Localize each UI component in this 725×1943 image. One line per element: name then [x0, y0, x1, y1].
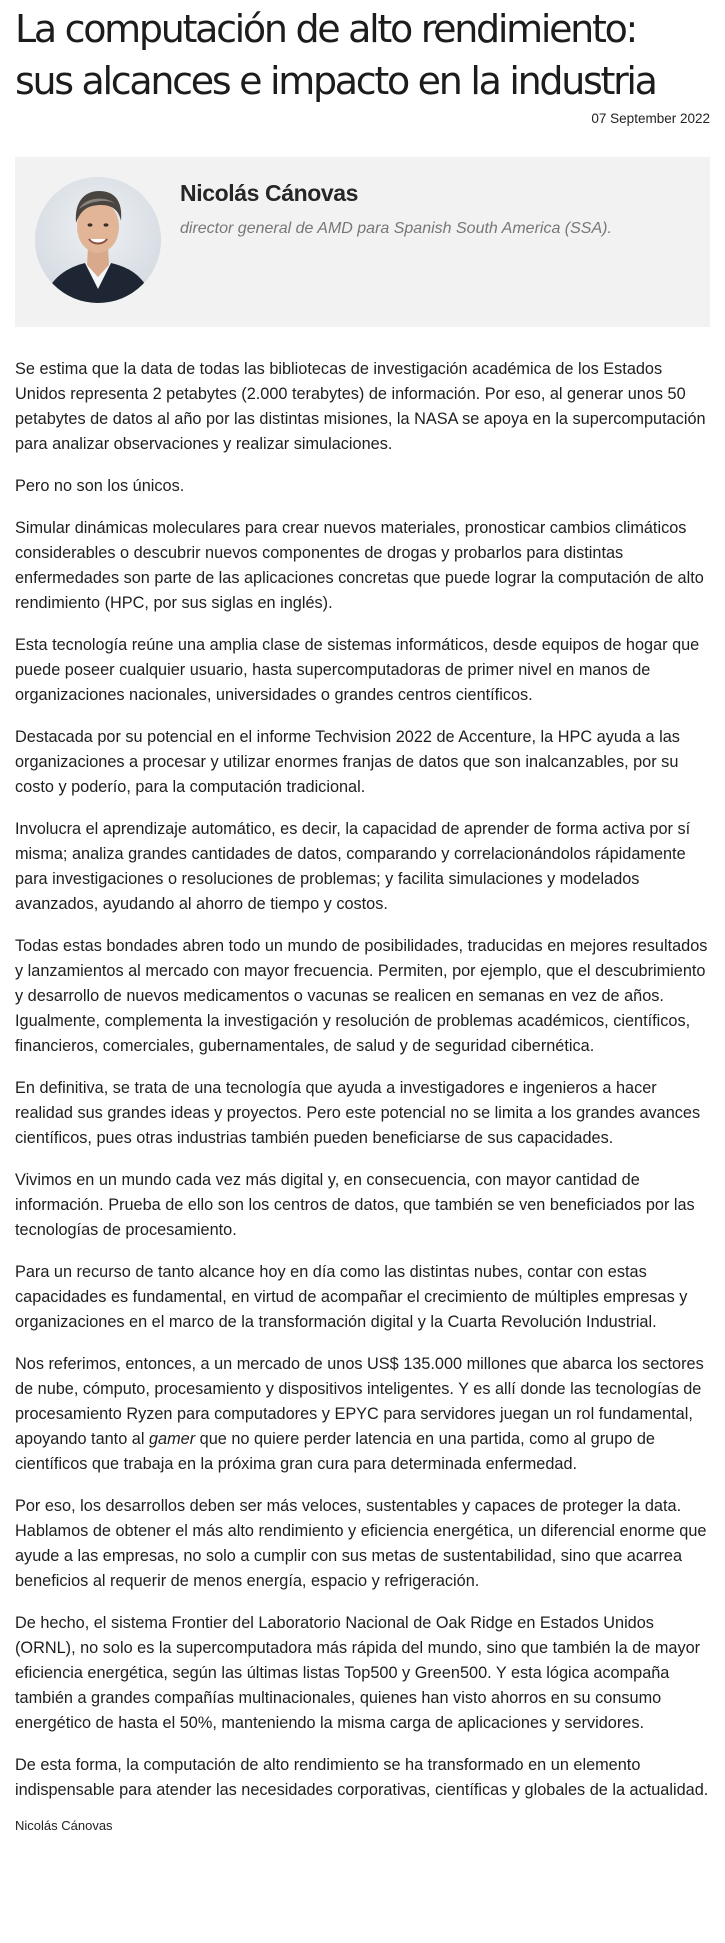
paragraph: En definitiva, se trata de una tecnología que ayuda a investigadores e ingenieros a hacer realidad sus grandes ideas y proyectos. Pero este potencial no se limita a los grandes avances científicos, pues otras industrias también pueden beneficiarse de sus capacidades.	[15, 1079, 701, 1147]
paragraph	[15, 1352, 710, 1477]
paragraph: Por eso, los desarrollos deben ser más veloces, sustentables y capaces de proteger la data. Hablamos de obtener el más alto rendimiento y eficiencia energética, un diferencial enorme que ayude a las empresas, no solo a cumplir con sus metas de sustentabilidad, sino que acarrea beneficios al requerir de menos energía, espacio y refrigeración.	[15, 1497, 707, 1590]
article-title-line-1: La computación de alto rendimiento:	[15, 7, 637, 51]
paragraph: Para un recurso de tanto alcance hoy en día como las distintas nubes, contar con estas capacidades es fundamental, en virtud de acompañar el crecimiento de múltiples empresas y organizaciones en el marco de la transformación digital y la Cuarta Revolución Industrial.	[15, 1263, 688, 1331]
paragraph: Esta tecnología reúne una amplia clase de sistemas informáticos, desde equipos de hogar que puede poseer cualquier usuario, hasta supercomputadoras de primer nivel en manos de organizaciones nacionales, universidades o grandes centros científicos.	[15, 636, 700, 704]
paragraph: Destacada por su potencial en el informe Techvision 2022 de Accenture, la HPC ayuda a las organizaciones a procesar y utilizar enormes franjas de datos que son inalcanzables, por su costo y poderío, para la computación tradicional.	[15, 728, 680, 796]
author-avatar	[35, 177, 161, 303]
author-role: director general de AMD para Spanish South America (SSA).	[180, 220, 612, 237]
paragraph: De esta forma, la computación de alto rendimiento se ha transformado en un elemento indispensable para atender las necesidades corporativas, científicas y globales de la actualidad.	[15, 1756, 709, 1799]
article-signature: Nicolás Cánovas	[15, 1818, 113, 1833]
person-portrait-icon	[35, 177, 161, 303]
paragraph: De hecho, el sistema Frontier del Laboratorio Nacional de Oak Ridge en Estados Unidos (ORNL), no solo es la supercomputadora más rápida del mundo, sino que también la de mayor eficiencia energética, según las últimas listas Top500 y Green500. Y esta lógica acompaña también a grandes compañías multinacionales, quienes han visto ahorros en su consumo energético de hasta el 50%, manteniendo la misma carga de aplicaciones y servidores.	[15, 1614, 701, 1732]
paragraph: Se estima que la data de todas las bibliotecas de investigación académica de los Estados Unidos representa 2 petabytes (2.000 terabytes) de información. Por eso, al generar unos 50 petabytes de datos al año por las distintas misiones, la NASA se apoya en la supercomputación para analizar observaciones y realizar simulaciones.	[15, 360, 706, 453]
paragraph: Involucra el aprendizaje automático, es decir, la capacidad de aprender de forma activa por sí misma; analiza grandes cantidades de datos, comparando y correlacionándolos rápidamente para investigaciones o resoluciones de problemas; y facilita simulaciones y modelados avanzados, ayudando al ahorro de tiempo y costos.	[15, 820, 691, 913]
paragraph: Todas estas bondades abren todo un mundo de posibilidades, traducidas en mejores resultados y lanzamientos al mercado con mayor frecuencia. Permiten, por ejemplo, que el descubrimiento y desarrollo de nuevos medicamentos o vacunas se realicen en semanas en vez de años. Igualmente, complementa la investigación y resolución de problemas académicos, científicos, financieros, comerciales, gubernamentales, de salud y de seguridad cibernética.	[15, 937, 708, 1055]
author-name: Nicolás Cánovas	[180, 180, 359, 206]
paragraph-text: que no quiere perder latencia en una partida, como al grupo de científicos que trabaja en la próxima gran cura para determinada enfermedad.	[15, 1430, 655, 1473]
paragraph: Vivimos en un mundo cada vez más digital y, en consecuencia, con mayor cantidad de información. Prueba de ello son los centros de datos, que también se ven beneficiados por las tecnologías de procesamiento.	[15, 1171, 695, 1239]
emphasis-text: gamer	[148, 1430, 196, 1448]
article-body	[15, 357, 710, 1803]
paragraph-text: Nos referimos, entonces, a un mercado de unos US$ 135.000 millones que abarca los sectores de nube, cómputo, procesamiento y dispositivos inteligentes. Y es allí donde las tecnologías de procesamiento Ryzen para computadores y EPYC para servidores juegan un rol fundamental, apoyando tanto al	[15, 1355, 704, 1448]
paragraph: Simular dinámicas moleculares para crear nuevos materiales, pronosticar cambios climáticos considerables o descubrir nuevos componentes de drogas y probarlos para distintas enfermedades son parte de las aplicaciones concretas que puede lograr la computación de alto rendimiento (HPC, por sus siglas en inglés).	[15, 519, 704, 612]
publish-date: 07 September 2022	[591, 111, 710, 126]
paragraph: Pero no son los únicos.	[15, 477, 185, 495]
article-title-line-2: sus alcances e impacto en la industria	[15, 59, 656, 103]
article-title	[15, 0, 710, 107]
author-card	[15, 157, 710, 327]
